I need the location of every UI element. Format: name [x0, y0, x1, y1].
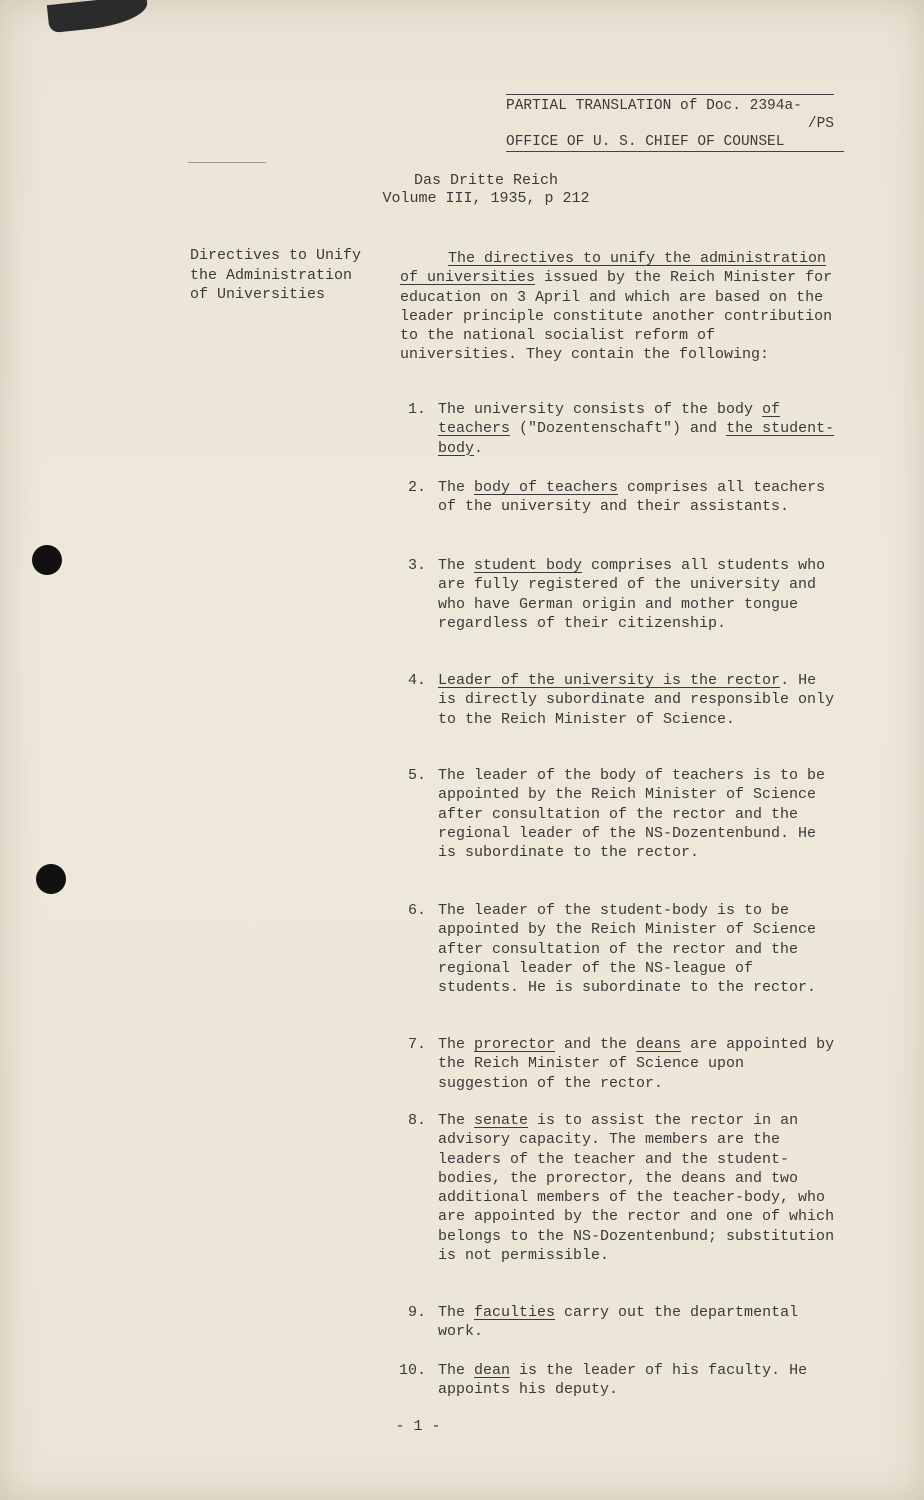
item-number: 10. — [398, 1362, 426, 1379]
item-text: The prorector and the deans are appointed by the Reich Minister of Science upon suggestion of the rector. — [438, 1036, 835, 1092]
pencil-mark — [188, 162, 266, 163]
item-number: 9. — [407, 1304, 426, 1321]
item-number: 7. — [407, 1036, 426, 1053]
source-citation — [366, 172, 606, 208]
item-text: The body of teachers comprises all teachers of the university and their assistants. — [438, 479, 826, 516]
item-text: The faculties carry out the departmental work. — [438, 1304, 799, 1341]
item-number: 2. — [407, 479, 426, 496]
translation-header — [506, 94, 844, 152]
item-text: The university consists of the body of teachers ("Dozentenschaft") and the student-body. — [438, 401, 835, 457]
source-volume: Volume III, 1935, p 212 — [382, 190, 590, 207]
item-text: The student body comprises all students who are fully registered of the university and who have German origin and mother tongue regardless of their citizenship. — [438, 557, 826, 632]
page-number: - 1 - — [395, 1418, 441, 1435]
item-text: Leader of the university is the rector. He is directly subordinate and responsible only to the Reich Minister of Science. — [438, 672, 835, 728]
item-number: 5. — [407, 767, 426, 784]
item-text: The senate is to assist the rector in an advisory capacity. The members are the leaders of the teacher and the student-bodies, the prorector, the deans and two additional members of the teacher-body, who are appointed by the rector and one of which belongs to the NS-Dozentenbund; substitution is not permissible. — [438, 1112, 835, 1265]
doc-reference: PARTIAL TRANSLATION of Doc. 2394a- — [506, 98, 802, 114]
ink-smudge — [47, 0, 149, 33]
punch-hole-lower — [36, 864, 66, 894]
item-number: 6. — [407, 902, 426, 919]
office-name: OFFICE OF U. S. CHIEF OF COUNSEL — [506, 133, 844, 152]
source-title: Das Dritte Reich — [413, 172, 559, 189]
doc-suffix: /PS — [807, 116, 834, 132]
item-number: 4. — [407, 672, 426, 689]
item-number: 3. — [407, 557, 426, 574]
punch-hole-upper — [32, 545, 62, 575]
item-number: 1. — [407, 401, 426, 418]
margin-heading: Directives to Unify the Administration of Universities — [190, 247, 362, 303]
item-text: The dean is the leader of his faculty. He appoints his deputy. — [438, 1362, 808, 1399]
item-number: 8. — [407, 1112, 426, 1129]
intro-underlined: The directives to unify the administration of universities — [400, 250, 827, 287]
item-text: The leader of the body of teachers is to be appointed by the Reich Minister of Science after consultation of the rector and the regional leader of the NS-Dozentenbund. He is subordinate to the rector. — [438, 767, 826, 862]
intro-paragraph — [400, 249, 840, 365]
intro-text: issued by the Reich Minister for education on 3 April and which are based on the leader principle constitute another contribution to the national socialist reform of universities. They contain the following: — [400, 269, 833, 364]
header-rule — [506, 94, 834, 95]
item-text: The leader of the student-body is to be appointed by the Reich Minister of Science after consultation of the rector and the regional leader of the NS-league of students. He is subordinate to the rector. — [438, 902, 817, 997]
